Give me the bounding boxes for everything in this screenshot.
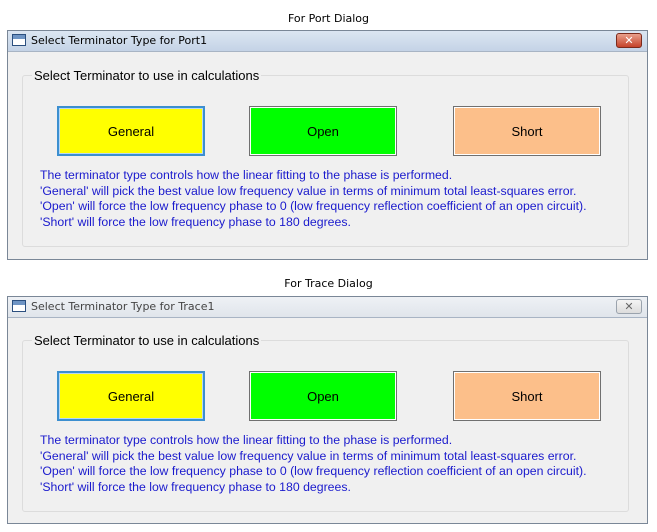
description-line: 'Open' will force the low frequency phase to 0 (low frequency reflection coefficient of an open circuit).: [40, 199, 587, 213]
trace-dialog-caption: For Trace Dialog: [284, 277, 373, 290]
description-text: [40, 168, 587, 230]
trace-dialog-title: Select Terminator Type for Trace1: [31, 300, 215, 313]
trace-dialog-titlebar[interactable]: [8, 297, 647, 318]
description-text: [40, 433, 587, 495]
window-app-icon: [12, 34, 26, 46]
description-line: 'Open' will force the low frequency phase to 0 (low frequency reflection coefficient of an open circuit).: [40, 464, 587, 478]
general-button[interactable]: General: [57, 106, 205, 156]
description-line: The terminator type controls how the linear fitting to the phase is performed.: [40, 168, 453, 182]
group-label: Select Terminator to use in calculations: [34, 68, 260, 83]
description-line: 'General' will pick the best value low frequency value in terms of minimum total least-squares error.: [40, 448, 577, 463]
short-button[interactable]: Short: [453, 106, 601, 156]
description-line: 'Short' will force the low frequency phase to 180 degrees.: [40, 479, 351, 494]
close-icon[interactable]: ✕: [616, 299, 642, 314]
terminator-group: [22, 68, 629, 247]
description-line: 'Short' will force the low frequency phase to 180 degrees.: [40, 214, 351, 229]
port-dialog-titlebar[interactable]: [8, 31, 647, 52]
open-button[interactable]: Open: [249, 371, 397, 421]
short-button[interactable]: Short: [453, 371, 601, 421]
open-button[interactable]: Open: [249, 106, 397, 156]
port-dialog-window: [7, 30, 648, 260]
port-dialog-title: Select Terminator Type for Port1: [31, 34, 208, 47]
description-line: The terminator type controls how the linear fitting to the phase is performed.: [40, 433, 453, 447]
port-dialog-caption: For Port Dialog: [287, 12, 370, 25]
general-button[interactable]: General: [57, 371, 205, 421]
group-label: Select Terminator to use in calculations: [34, 333, 260, 348]
close-icon[interactable]: ✕: [616, 33, 642, 48]
description-line: 'General' will pick the best value low frequency value in terms of minimum total least-squares error.: [40, 183, 577, 198]
trace-dialog-window: [7, 296, 648, 524]
window-app-icon: [12, 300, 26, 312]
terminator-group: [22, 333, 629, 512]
